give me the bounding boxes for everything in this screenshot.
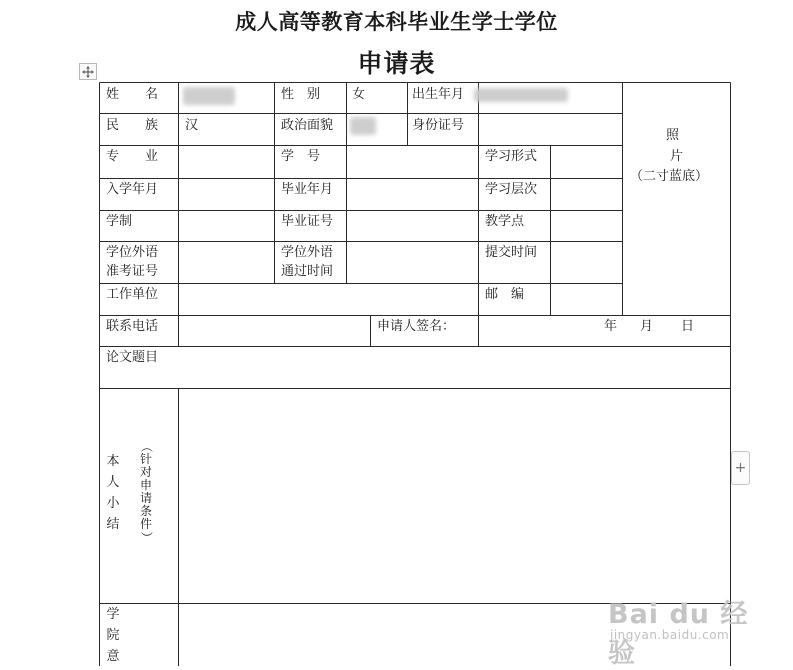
id-label: 身份证号	[412, 118, 465, 133]
summary-note-label: （ 针 对 申 请 条 件 ）	[139, 440, 154, 544]
lang-pass-label-2: 通过时间	[281, 264, 334, 279]
phone-label: 联系电话	[106, 319, 159, 334]
photo-label-1: 照	[666, 128, 680, 143]
table-move-handle[interactable]	[79, 63, 97, 80]
date-month-label: 月	[640, 319, 654, 334]
add-row-button[interactable]	[731, 451, 750, 485]
page-subtitle: 申请表	[357, 49, 436, 78]
study-form-label: 学习形式	[485, 149, 538, 164]
postcode-label: 邮 编	[485, 287, 525, 302]
page-title: 成人高等教育本科毕业生学士学位	[235, 9, 558, 34]
birth-value-redacted	[474, 88, 568, 102]
work-unit-label: 工作单位	[106, 287, 159, 302]
thesis-label: 论文题目	[106, 350, 159, 365]
study-level-label: 学习层次	[485, 182, 538, 197]
student-no-label: 学 号	[281, 149, 321, 164]
political-label: 政治面貌	[281, 118, 334, 133]
gender-value[interactable]: 女	[352, 87, 366, 102]
lang-exam-no-label-1: 学位外语	[106, 245, 159, 260]
submit-time-label: 提交时间	[485, 245, 538, 260]
teaching-site-label: 教学点	[485, 214, 525, 229]
graduate-label: 毕业年月	[281, 182, 334, 197]
college-opinion-label: 学 院 意	[106, 607, 120, 664]
political-value-redacted	[350, 117, 376, 135]
birth-label: 出生年月	[412, 87, 465, 102]
summary-label: 本 人 小 结	[106, 454, 120, 532]
name-value-redacted	[183, 87, 235, 105]
plus-icon: +	[734, 460, 747, 476]
ethnic-label: 民 族	[106, 118, 159, 133]
diploma-no-label: 毕业证号	[281, 214, 334, 229]
lang-pass-label-1: 学位外语	[281, 245, 334, 260]
baidu-watermark-url: jingyan.baidu.com	[610, 628, 730, 642]
lang-exam-no-label-2: 准考证号	[106, 264, 159, 279]
date-day-label: 日	[681, 319, 695, 334]
date-year-label: 年	[604, 319, 618, 334]
baidu-watermark-logo: Bai du 经验	[608, 599, 749, 669]
school-system-label: 学制	[106, 214, 133, 229]
photo-label-2: 片	[670, 149, 684, 164]
name-label: 姓 名	[106, 87, 159, 102]
move-icon	[82, 66, 94, 78]
major-label: 专 业	[106, 149, 159, 164]
baidu-watermark	[600, 580, 760, 669]
gender-label: 性 别	[281, 87, 321, 102]
enroll-label: 入学年月	[106, 182, 159, 197]
signature-label: 申请人签名：	[377, 319, 456, 334]
ethnic-value[interactable]: 汉	[185, 118, 199, 133]
photo-label-3: （二寸蓝底）	[630, 169, 709, 184]
